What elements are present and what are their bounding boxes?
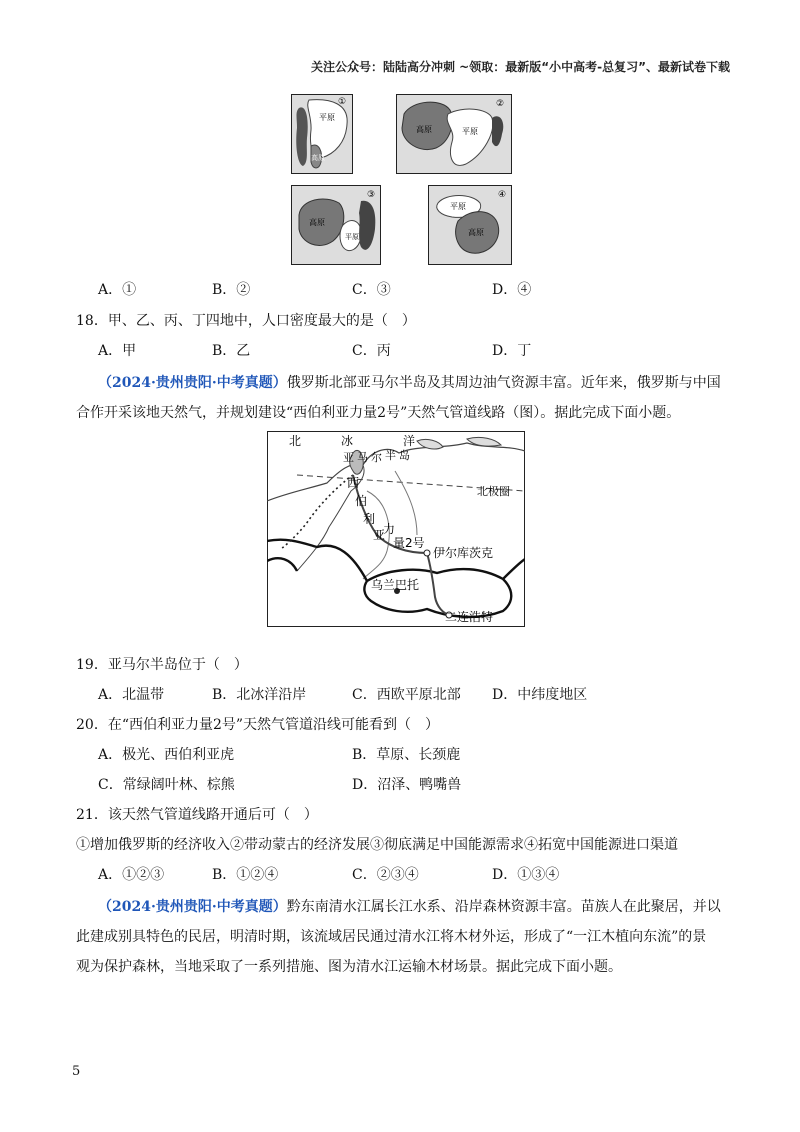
map2-label-bei: 北	[289, 434, 302, 448]
q17-option-a[interactable]: A．①	[98, 282, 137, 298]
terrain-map-2	[396, 94, 512, 174]
map2-label-ya: 亚	[343, 451, 354, 464]
map2-label-bo: 伯	[355, 494, 368, 508]
q19-option-b[interactable]: B．北冰洋沿岸	[212, 687, 307, 703]
q20-option-c[interactable]: C．常绿阔叶林、棕熊	[98, 777, 235, 793]
q18-option-b[interactable]: B．乙	[212, 343, 251, 359]
q17-option-b[interactable]: B．②	[212, 282, 251, 298]
q18-stem: 18．甲、乙、丙、丁四地中，人口密度最大的是（ ）	[76, 313, 416, 329]
intro1-source: （2024·贵州贵阳·中考真题）	[98, 375, 287, 391]
map4-plain-label: 平原	[450, 202, 466, 211]
map1-number: ①	[338, 97, 347, 107]
map2-label-irkutsk: 伊尔库茨克	[433, 546, 494, 560]
q18-option-c[interactable]: C．丙	[352, 343, 391, 359]
q21-option-b[interactable]: B．①②④	[212, 867, 279, 883]
q17-option-d[interactable]: D．④	[492, 282, 532, 298]
q20-option-a[interactable]: A．极光、西伯利亚虎	[98, 747, 235, 763]
map2-label-ban: 半	[385, 449, 396, 462]
map2-label-li: 利	[363, 512, 376, 526]
map2-plateau-label: 高原	[416, 125, 432, 134]
terrain-map-3	[291, 185, 381, 265]
q20-option-d[interactable]: D．沼泽、鸭嘴兽	[352, 777, 462, 793]
page-number: 5	[72, 1064, 81, 1079]
q17-option-c[interactable]: C．③	[352, 282, 391, 298]
map3-plain-label: 平原	[345, 233, 359, 241]
intro1-line1	[98, 372, 721, 392]
map2-label-yang: 洋	[403, 434, 416, 448]
map2-label-li2: 力	[383, 522, 396, 536]
map2-label-xi: 西	[347, 476, 360, 490]
q18-option-a[interactable]: A．甲	[98, 343, 137, 359]
map3-plateau-label: 高原	[309, 218, 325, 227]
pipeline-map	[267, 431, 525, 627]
map1-plateau-label: 高原	[311, 154, 325, 162]
map2-label-arctic-circle: 北极圈	[477, 485, 510, 498]
map2-label-liang: 量2号	[393, 536, 425, 550]
map3-number: ③	[367, 190, 376, 200]
q21-option-c[interactable]: C．②③④	[352, 867, 419, 883]
q20-option-b[interactable]: B．草原、长颈鹿	[352, 747, 461, 763]
terrain-map-4	[428, 185, 512, 265]
map1-plain-label: 平原	[319, 113, 335, 122]
q19-option-c[interactable]: C．西欧平原北部	[352, 687, 461, 703]
q19-option-d[interactable]: D．中纬度地区	[492, 687, 588, 703]
intro2-source: （2024·贵州贵阳·中考真题）	[98, 899, 287, 915]
intro2-line3: 观为保护森林，当地采取了一系列措施、图为清水江运输木材场景。据此完成下面小题。	[76, 959, 622, 975]
map2-label-ma: 马	[357, 451, 368, 464]
intro1-text1: 俄罗斯北部亚马尔半岛及其周边油气资源丰富。近年来，俄罗斯与中国	[286, 375, 721, 391]
map4-number: ④	[498, 190, 507, 200]
terrain-map-1	[291, 94, 353, 174]
q18-option-d[interactable]: D．丁	[492, 343, 532, 359]
map2-label-ya2: 亚	[373, 528, 386, 542]
q21-stem: 21．该天然气管道线路开通后可（ ）	[76, 807, 318, 823]
intro2-line1	[98, 896, 721, 916]
intro1-line2: 合作开采该地天然气，并规划建设“西伯利亚力量2号”天然气管道线路（图）。据此完成下面小题。	[76, 405, 681, 421]
map2-label-er: 尔	[371, 451, 382, 464]
q21-statements: ①增加俄罗斯的经济收入②带动蒙古的经济发展③彻底满足中国能源需求④拓宽中国能源进口渠道	[76, 837, 678, 853]
map4-plateau-label: 高原	[468, 228, 484, 237]
map2-plain-label: 平原	[462, 127, 478, 136]
map2-label-ulaanbaatar: 乌兰巴托	[371, 578, 420, 592]
q21-option-a[interactable]: A．①②③	[98, 867, 165, 883]
q21-option-d[interactable]: D．①③④	[492, 867, 560, 883]
q19-option-a[interactable]: A．北温带	[98, 687, 165, 703]
map2-label-dao: 岛	[399, 449, 410, 462]
map2-label-erenhot: 二连浩特	[445, 610, 494, 624]
page-header: 关注公众号：陆陆高分冲刺 ~领取：最新版“小中高考-总复习”、最新试卷下载	[311, 60, 730, 74]
q19-stem: 19．亚马尔半岛位于（ ）	[76, 657, 248, 673]
intro2-line2: 此建成别具特色的民居，明清时期，该流域居民通过清水江将木材外运，形成了“一江木植向东流”的景	[76, 929, 707, 945]
intro2-text1: 黔东南清水江属长江水系、沿岸森林资源丰富。苗族人在此聚居，并以	[286, 899, 721, 915]
map2-label-bing: 冰	[341, 434, 354, 448]
q20-stem: 20．在“西伯利亚力量2号”天然气管道沿线可能看到（ ）	[76, 717, 440, 733]
map2-number: ②	[496, 99, 505, 109]
